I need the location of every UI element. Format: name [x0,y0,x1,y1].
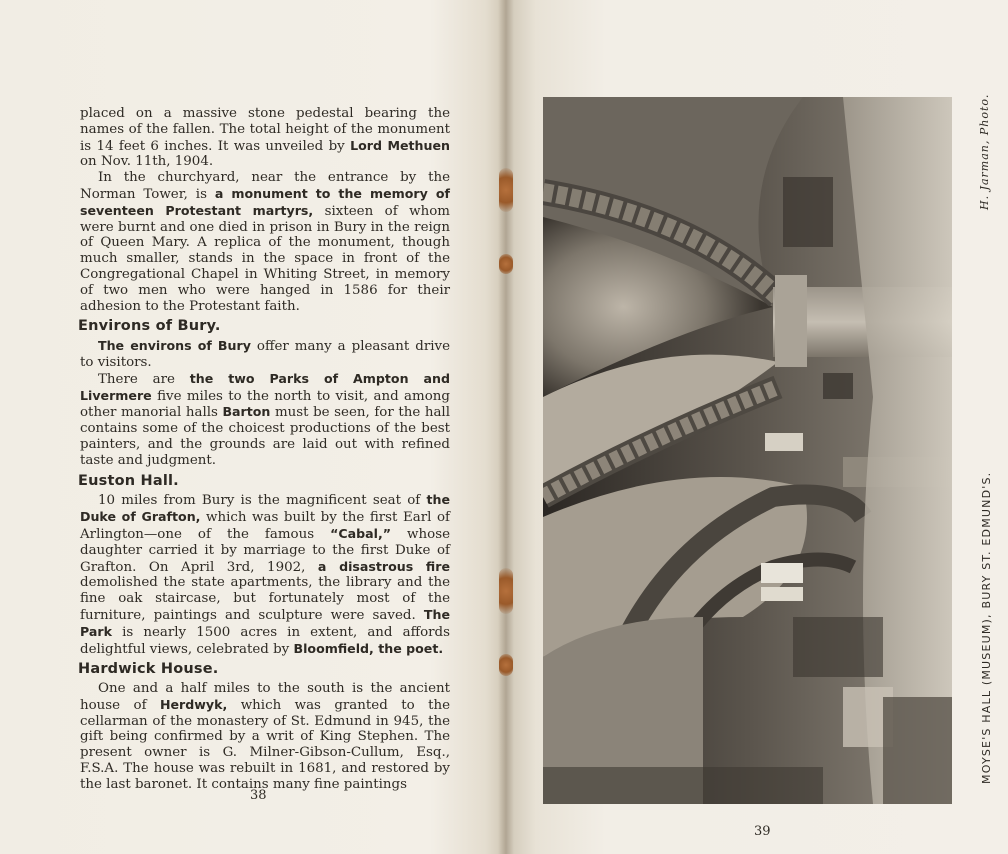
photo-caption: MOYSE'S HALL (MUSEUM), BURY ST. EDMUND'S. [980,471,993,784]
body-paragraph [80,371,450,469]
text-run: whose daughter carried it by marriage to the first Duke of Grafton. On April 3rd, 1902, [80,526,450,575]
text-run: on Nov. 11th, 1904. [80,154,214,170]
bold-phrase: the Duke of Grafton, [80,492,450,525]
bold-phrase: Bloomfield, the poet. [293,640,444,656]
body-paragraph [80,492,450,657]
body-paragraph [80,106,450,170]
section-heading: Hardwick House. [78,661,219,678]
text-run: which was granted to the cellarman of the monastery of St. Edmund in 945, the gift being confirmed by a writ of King Stephen. The present owner is G. Milner-Gibson-Cullum, Esq., F.S.A. The house was rebuilt in 1681, and restored by the last baronet. It contains many fine paintings [80,697,450,792]
text-run: five miles to the north to visit, and among other manorial halls [80,388,450,421]
text-run: In the churchyard, near the entrance by the Norman Tower, is [80,170,450,202]
bold-phrase: the two Parks of Ampton and Livermere [80,370,450,403]
body-paragraph [80,681,450,793]
binding-stitch-mark [499,568,513,614]
photo-credit: H. Jarman, Photo. [978,93,991,210]
text-run: placed on a massive stone pedestal bearing the names of the fallen. The total height of the monument is 14 feet 6 inches. It was unveiled by [80,106,450,154]
body-paragraph [80,170,450,314]
book-gutter [498,0,514,854]
bold-phrase: Lord Methuen [350,137,450,153]
body-paragraph [80,338,450,371]
bold-phrase: “Cabal,” [330,525,392,541]
bold-phrase: Barton [222,404,271,420]
section-heading: Euston Hall. [78,472,179,489]
page-number-38: 38 [250,788,267,803]
page-number-39: 39 [754,824,771,839]
binding-stitch-mark [499,254,513,274]
text-run: offer many a pleasant drive to visitors. [80,339,450,370]
section-heading: Environs of Bury. [78,318,221,335]
text-run: One and a half miles to the south is the ancient house of [80,681,450,713]
binding-stitch-mark [499,168,513,212]
binding-stitch-mark [499,654,513,676]
text-run: 10 miles from Bury is the magnificent seat of [98,493,427,509]
bold-phrase: a disastrous fire [317,558,450,574]
vaulted-hall-photograph [543,97,952,804]
text-run: must be seen, for the hall contains some of the choicest productions of the best painters, and the grounds are laid out with refined taste and judgment. [80,405,450,468]
text-run: which was built by the first Earl of Arlington—one of the famous [80,510,450,542]
bold-phrase: a monument to the memory of seventeen Protestant martyrs, [80,185,450,218]
text-run: sixteen of whom were burnt and one died in prison in Bury in the reign of Queen Mary. A replica of the monument, though much smaller, stands in the space in front of the Congregational Chapel in Whiting Street, in memory of two men who were hanged in 1586 for their adhesion to the Protestant faith. [80,203,450,314]
text-run: is nearly 1500 acres in extent, and affords delightful views, celebrated by [80,624,450,657]
text-run: There are [98,371,190,387]
text-run: demolished the state apartments, the library and the fine oak staircase, but fortunately most of the furniture, paintings and sculpture were saved. [80,575,450,623]
bold-phrase: The environs of Bury [98,338,251,354]
bold-phrase: The Park [80,606,450,639]
left-text-column [80,106,450,793]
bold-phrase: Herdwyk, [159,696,228,712]
